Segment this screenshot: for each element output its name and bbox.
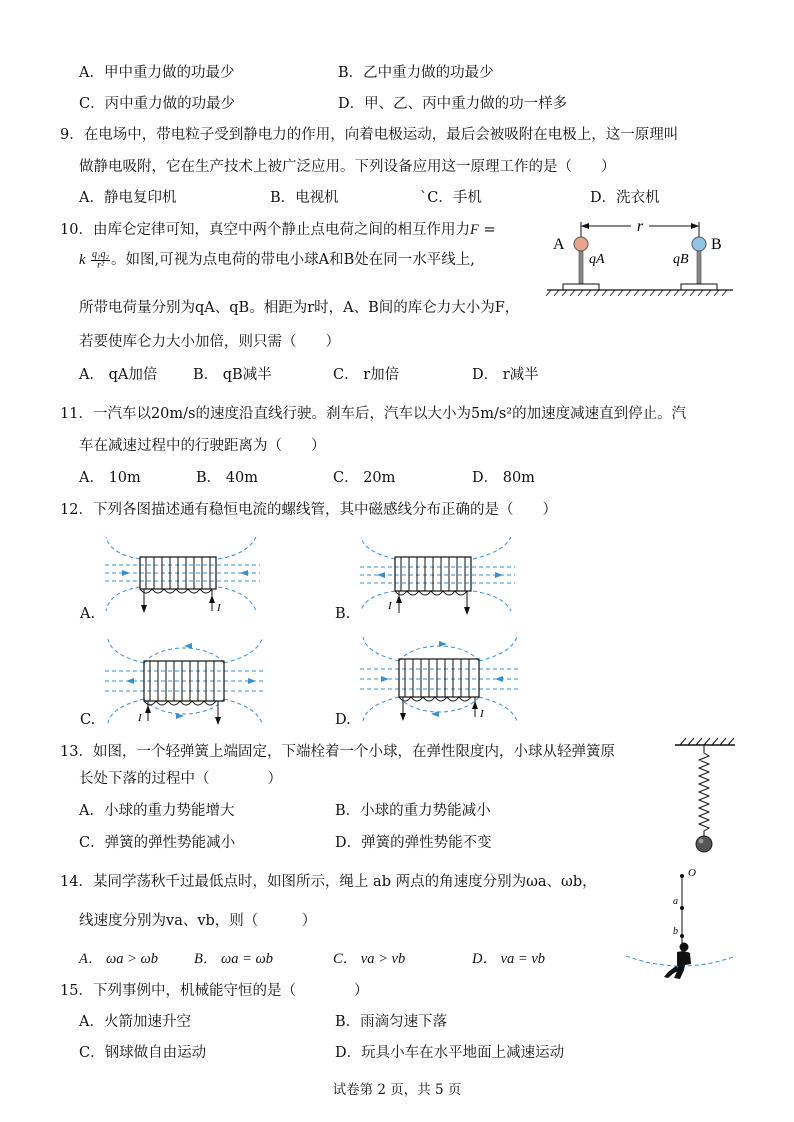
q10-label-qb: qB xyxy=(673,252,689,267)
q14-label-a: a xyxy=(673,896,678,907)
q13-stem-line1: 13．如图，一个轻弹簧上端固定，下端栓着一个小球，在弹性限度内，小球从轻弹簧原 xyxy=(60,744,615,760)
q13-stem-line2: 长处下落的过程中（ ） xyxy=(79,771,282,787)
q12-a-current: I xyxy=(217,602,221,614)
q8-option-d: D．甲、乙、丙中重力做的功一样多 xyxy=(338,96,568,112)
q9-option-c: `C．手机 xyxy=(420,190,482,206)
q15-stem-line1: 15．下列事例中，机械能守恒的是（ ） xyxy=(60,983,369,999)
q12-label-c: C. xyxy=(80,712,96,728)
q12-figure-d xyxy=(355,635,525,725)
q14-figure-swing xyxy=(624,864,738,984)
q13-option-c: C．弹簧的弹性势能减小 xyxy=(79,835,236,851)
q12-c-current: I xyxy=(138,712,142,724)
q12-stem-line1: 12．下列各图描述通有稳恒电流的螺线管，其中磁感线分布正确的是（ ） xyxy=(60,502,557,518)
q10-option-c: C． r加倍 xyxy=(333,367,400,383)
spring-ball xyxy=(696,836,712,852)
q11-stem-line1: 11．一汽车以20m/s的速度沿直线行驶。刹车后，汽车以大小为5m/s²的加速度减速直到停止。汽 xyxy=(60,406,687,422)
q14-stem-line1: 14．某同学荡秋千过最低点时，如图所示，绳上 ab 两点的角速度分别为ωa、ωb， xyxy=(60,874,597,890)
q10-symbol-f: F xyxy=(469,222,479,238)
q10-fraction-denominator: r² xyxy=(97,259,104,271)
q13-figure-spring xyxy=(672,735,738,855)
q15-option-b: B．雨滴匀速下落 xyxy=(335,1014,448,1030)
q15-option-c: C．钢球做自由运动 xyxy=(79,1045,207,1061)
q11-option-c: C． 20m xyxy=(333,470,396,486)
q10-option-b: B． qB减半 xyxy=(193,367,272,383)
q12-d-current: I xyxy=(480,708,484,720)
q15-option-a: A．火箭加速升空 xyxy=(79,1014,191,1030)
q12-figure-b xyxy=(355,535,520,620)
q10-fraction xyxy=(91,250,110,271)
charge-ball-a xyxy=(574,237,588,251)
q12-b-current: I xyxy=(388,600,392,612)
q10-option-a: A． qA加倍 xyxy=(79,367,158,383)
q9-stem-line1: 9．在电场中，带电粒子受到静电力的作用，向着电极运动，最后会被吸附在电极上，这一原理叫 xyxy=(60,127,679,143)
q10-stem-line2-text: 。如图,可视为点电荷的带电小球A和B处在同一水平线上, xyxy=(111,252,475,268)
q10-label-qa: qA xyxy=(589,252,605,267)
q8-option-b: B．乙中重力做的功最少 xyxy=(338,65,494,81)
q12-label-d: D. xyxy=(335,712,351,728)
q14-option-b: B． ωa = ωb xyxy=(194,951,273,967)
q10-label-b: B xyxy=(711,236,722,253)
q10-stem-line1 xyxy=(60,220,496,240)
q9-option-d: D．洗衣机 xyxy=(590,190,660,206)
q12-label-a: A. xyxy=(80,606,96,622)
person-silhouette xyxy=(664,943,691,980)
q8-option-a: A．甲中重力做的功最少 xyxy=(79,65,235,81)
q9-stem-line2: 做静电吸附，它在生产技术上被广泛应用。下列设备应用这一原理工作的是（ ） xyxy=(79,159,616,175)
q8-option-c: C．丙中重力做的功最少 xyxy=(79,96,236,112)
q14-option-c: C． va > vb xyxy=(333,951,406,967)
q12-figure-c xyxy=(100,635,270,725)
q11-option-d: D． 80m xyxy=(472,470,535,486)
q10-option-d: D． r减半 xyxy=(472,367,539,383)
q14-option-a: A． ωa > ωb xyxy=(79,951,158,967)
q13-option-a: A．小球的重力势能增大 xyxy=(79,803,235,819)
q10-equals: = xyxy=(483,222,496,238)
q9-option-a: A．静电复印机 xyxy=(79,190,177,206)
q10-stem-line3: 所带电荷量分别为qA、qB。相距为r时，A、B间的库仑力大小为F， xyxy=(79,300,520,316)
q10-label-r: r xyxy=(636,218,644,235)
q11-stem-line2: 车在减速过程中的行驶距离为（ ） xyxy=(79,438,326,454)
q9-option-b: B．电视机 xyxy=(270,190,339,206)
q10-symbol-k: k xyxy=(79,252,86,268)
q12-label-b: B. xyxy=(335,606,351,622)
q10-figure-charges xyxy=(545,212,735,300)
charge-ball-b xyxy=(692,237,706,251)
page-footer: 试卷第 2 页，共 5 页 xyxy=(332,1082,462,1098)
q10-stem-line4: 若要使库仑力大小加倍，则只需（ ） xyxy=(79,334,340,350)
q11-option-a: A． 10m xyxy=(79,470,141,486)
q10-stem-line2 xyxy=(79,249,475,271)
q10-stem-text: 10．由库仑定律可知，真空中两个静止点电荷之间的相互作用力 xyxy=(60,222,470,238)
q14-label-b: b xyxy=(673,926,678,937)
q14-stem-line2: 线速度分别为va、vb，则（ ） xyxy=(79,913,317,929)
q10-label-a: A xyxy=(553,236,565,253)
q13-option-b: B．小球的重力势能减小 xyxy=(335,803,491,819)
q15-option-d: D．玩具小车在水平地面上减速运动 xyxy=(335,1045,565,1061)
q14-option-d: D． va = vb xyxy=(472,951,546,967)
q12-figure-a xyxy=(100,535,265,620)
q10-fraction-numerator: q₁q₂ xyxy=(92,248,109,260)
q13-option-d: D．弹簧的弹性势能不变 xyxy=(335,835,492,851)
q11-option-b: B． 40m xyxy=(196,470,258,486)
q14-label-o: O xyxy=(688,867,696,879)
